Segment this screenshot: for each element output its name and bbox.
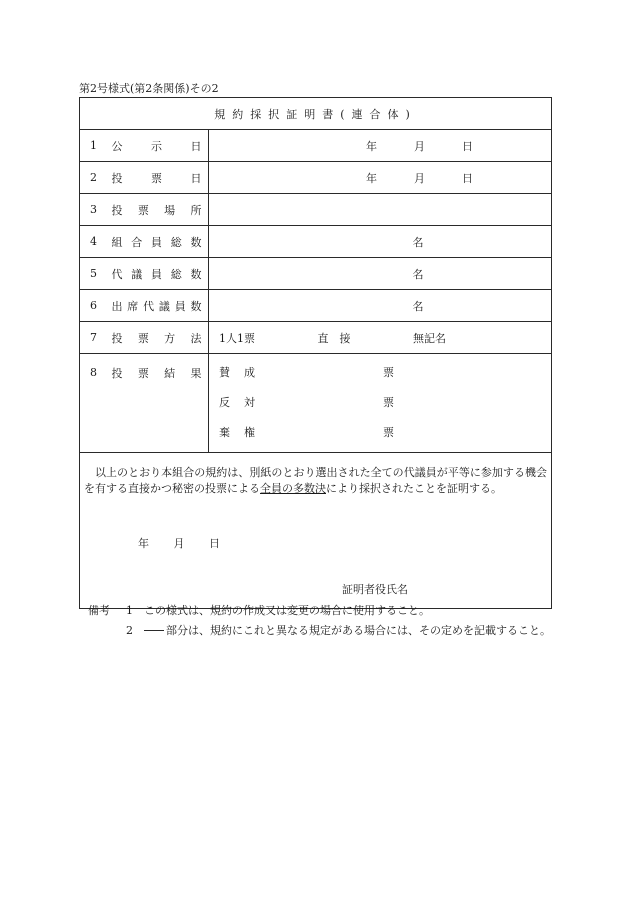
- note-number: 2: [126, 624, 133, 637]
- persons-unit: 名: [412, 235, 424, 249]
- note-text: この様式は、規約の作成又は変更の場合に使用すること。: [144, 604, 430, 617]
- attending-delegates-field[interactable]: [209, 290, 552, 322]
- underlined-phrase: 全員の多数決: [260, 482, 326, 495]
- table-row-voting-results: [80, 354, 552, 453]
- row-label: 出 席 代 議 員 数: [111, 299, 202, 313]
- note-item: [88, 601, 553, 621]
- row-number: 4: [90, 234, 97, 248]
- table-row-attending-delegates: [80, 290, 552, 322]
- total-members-field[interactable]: [209, 226, 552, 258]
- row-label: 組 合 員 総 数: [111, 235, 202, 249]
- table-row-voting-date: [80, 162, 552, 194]
- voting-results-field[interactable]: [209, 354, 552, 453]
- result-abstain: 棄 権 票: [219, 418, 551, 448]
- remarks-heading: 備考: [88, 604, 110, 617]
- row-number: 8: [90, 366, 97, 379]
- voting-method-field: [209, 322, 552, 354]
- row-label: 投 票 結 果: [111, 367, 202, 380]
- row-label: 投 票 場 所: [111, 203, 202, 217]
- note-item: [88, 621, 553, 641]
- note-number: 1: [126, 604, 133, 617]
- persons-unit: 名: [412, 299, 424, 313]
- day-unit: 日: [209, 537, 220, 550]
- voting-date-field[interactable]: [209, 162, 552, 194]
- row-number: 5: [90, 266, 97, 280]
- day-unit: 日: [462, 171, 473, 185]
- certification-date[interactable]: [138, 535, 241, 551]
- row-number: 2: [90, 170, 97, 184]
- one-person-one-vote: 1人1票: [219, 331, 255, 345]
- year-unit: 年: [366, 171, 377, 185]
- table-title: 規約採択証明書(連合体): [80, 98, 552, 130]
- note-text: 部分は、規約にこれと異なる規定がある場合には、その定めを記載すること。: [166, 624, 551, 637]
- table-row-announcement-date: [80, 130, 552, 162]
- row-number: 7: [90, 330, 97, 344]
- certificate-table: [79, 97, 552, 609]
- direct-vote: 直 接: [317, 331, 351, 345]
- voting-place-field[interactable]: [209, 194, 552, 226]
- table-row-voting-method: [80, 322, 552, 354]
- month-unit: 月: [414, 171, 425, 185]
- announcement-date-field[interactable]: [209, 130, 552, 162]
- row-number: 1: [90, 138, 97, 152]
- votes-unit: 票: [383, 426, 394, 439]
- persons-unit: 名: [412, 267, 424, 281]
- row-label: 投 票 方 法: [111, 331, 202, 345]
- result-yes: 賛 成 票: [219, 358, 551, 388]
- secret-ballot: 無記名: [413, 331, 446, 345]
- row-label: 代 議 員 総 数: [111, 267, 202, 281]
- table-row-total-delegates: [80, 258, 552, 290]
- total-delegates-field[interactable]: [209, 258, 552, 290]
- row-number: 6: [90, 298, 97, 312]
- certifier-name-label: 証明者役氏名: [342, 583, 408, 596]
- underline-marker: [144, 630, 164, 631]
- row-number: 3: [90, 202, 97, 216]
- table-row-total-members: [80, 226, 552, 258]
- table-row-certification: [80, 453, 552, 609]
- votes-unit: 票: [383, 396, 394, 409]
- certification-statement: 以上のとおり本組合の規約は、別紙のとおり選出された全ての代議員が平等に参加する機会を有する直接かつ秘密の投票による全員の多数決により採択されたことを証明する。: [84, 466, 547, 495]
- year-unit: 年: [138, 537, 149, 550]
- day-unit: 日: [462, 139, 473, 153]
- row-label: 公 示 日: [111, 139, 202, 153]
- year-unit: 年: [366, 139, 377, 153]
- row-label: 投 票 日: [111, 171, 202, 185]
- remarks-section: [88, 601, 553, 641]
- votes-unit: 票: [383, 366, 394, 379]
- month-unit: 月: [173, 537, 185, 550]
- table-row-voting-place: [80, 194, 552, 226]
- form-number-label: 第2号様式(第2条関係)その2: [79, 82, 219, 95]
- month-unit: 月: [414, 139, 425, 153]
- result-no: 反 対 票: [219, 388, 551, 418]
